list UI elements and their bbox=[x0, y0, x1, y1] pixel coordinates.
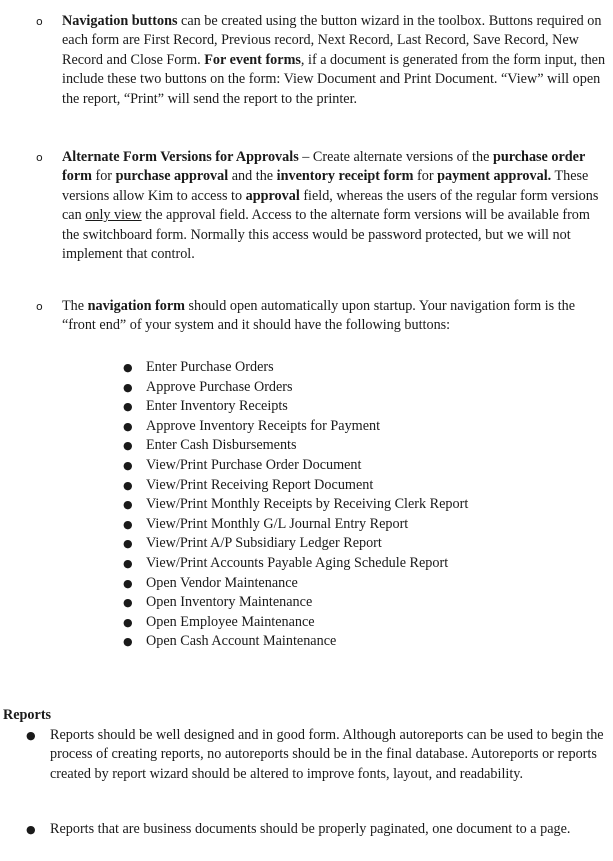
bold-text: inventory receipt form bbox=[276, 168, 414, 185]
bold-text: purchase approval bbox=[115, 168, 229, 185]
list-item: ● View/Print A/P Subsidiary Ledger Report bbox=[146, 534, 606, 554]
list-item: ● View/Print Purchase Order Document bbox=[146, 456, 606, 476]
bold-text: Navigation buttons bbox=[62, 13, 178, 29]
bullet-icon: ● bbox=[26, 823, 36, 836]
text-run: field, whereas the users of the regular form versions can bbox=[62, 187, 599, 224]
list-item: ● Approve Inventory Receipts for Payment bbox=[146, 417, 606, 437]
bullet-icon: ● bbox=[123, 439, 133, 453]
text-run: The bbox=[62, 298, 88, 314]
text-run: , if a document is generated from the form input, then include these two buttons on the form: View Document and Print Document. “View” will open the report, “Print” will send the report to the printer. bbox=[62, 51, 606, 107]
bullet-icon: ● bbox=[26, 729, 36, 742]
navigation-buttons-list bbox=[123, 358, 606, 652]
reports-item bbox=[26, 726, 606, 784]
text-run: for bbox=[413, 168, 438, 185]
text-run: for bbox=[91, 168, 116, 185]
bullet-icon: ● bbox=[123, 380, 133, 394]
list-item: ● Enter Inventory Receipts bbox=[146, 397, 606, 417]
list-item: ● View/Print Monthly Receipts by Receiving Clerk Report bbox=[146, 495, 606, 515]
bold-text: approval bbox=[245, 187, 300, 204]
bullet-icon: ● bbox=[123, 635, 133, 649]
bullet-icon: ● bbox=[123, 478, 133, 492]
hollow-bullet-icon: o bbox=[36, 151, 43, 164]
navigation-form-text bbox=[62, 297, 607, 336]
navigation-buttons-text bbox=[62, 12, 607, 109]
navigation-buttons-item bbox=[36, 12, 607, 109]
bullet-icon: ● bbox=[123, 596, 133, 610]
list-item: ● Approve Purchase Orders bbox=[146, 378, 606, 398]
bold-text: purchase order form bbox=[62, 149, 586, 185]
hollow-bullet-icon: o bbox=[36, 15, 43, 28]
text-run: can be created using the button wizard in the toolbox. Buttons required on each form are First Record, Previous record, Next Record, Last Record, Save Record, New Record and Close Form. bbox=[62, 13, 602, 68]
list-item: ● Open Vendor Maintenance bbox=[146, 574, 606, 594]
list-item: ● View/Print Receiving Report Document bbox=[146, 476, 606, 496]
alternate-form-versions-text bbox=[62, 148, 607, 264]
bullet-icon: ● bbox=[123, 458, 133, 472]
bullet-icon: ● bbox=[123, 537, 133, 551]
bold-text: navigation form bbox=[87, 298, 185, 314]
bold-text: Alternate Form Versions for Approvals bbox=[62, 149, 299, 165]
list-item: ● Open Inventory Maintenance bbox=[146, 593, 606, 613]
list-item: ● View/Print Monthly G/L Journal Entry Report bbox=[146, 515, 606, 535]
bullet-icon: ● bbox=[123, 498, 133, 512]
text-run: – Create alternate versions of the bbox=[298, 149, 493, 165]
bullet-icon: ● bbox=[123, 576, 133, 590]
reports-heading: Reports bbox=[3, 707, 52, 723]
reports-item-text: Reports should be well designed and in good form. Although autoreports can be used to begin the process of creating reports, no autoreports should be in the final database. Autoreports or reports created by report wizard should be altered to improve fonts, layout, and readability. bbox=[50, 727, 604, 782]
text-run: and the bbox=[228, 168, 277, 185]
bold-text: payment approval. bbox=[437, 168, 552, 185]
reports-item bbox=[26, 820, 606, 839]
bullet-icon: ● bbox=[123, 419, 133, 433]
navigation-form-item bbox=[36, 297, 607, 336]
bullet-icon: ● bbox=[123, 517, 133, 531]
bold-text: For event forms bbox=[204, 51, 301, 68]
alternate-form-versions-item bbox=[36, 148, 607, 264]
text-run: should open automatically upon startup. Your navigation form is the “front end” of your system and it should have the following buttons: bbox=[62, 298, 576, 334]
text-run: These versions allow Kim to access to bbox=[62, 168, 589, 204]
text-run: the approval field. Access to the alternate form versions will be available from the switchboard form. Normally this access would be password protected, but we will not implement that control. bbox=[62, 207, 590, 263]
list-item: ● Open Cash Account Maintenance bbox=[146, 632, 606, 652]
list-item: ● View/Print Accounts Payable Aging Schedule Report bbox=[146, 554, 606, 574]
list-item: ● Enter Cash Disbursements bbox=[146, 436, 606, 456]
list-item: ● Open Employee Maintenance bbox=[146, 613, 606, 633]
hollow-bullet-icon: o bbox=[36, 300, 43, 313]
bullet-icon: ● bbox=[123, 556, 133, 570]
bullet-icon: ● bbox=[123, 615, 133, 629]
bullet-icon: ● bbox=[123, 361, 133, 374]
underlined-text: only view bbox=[85, 207, 142, 224]
bullet-icon: ● bbox=[123, 400, 133, 414]
list-item: ● Enter Purchase Orders bbox=[146, 358, 606, 378]
reports-item-text: Reports that are business documents should be properly paginated, one document to a page. bbox=[50, 821, 571, 837]
